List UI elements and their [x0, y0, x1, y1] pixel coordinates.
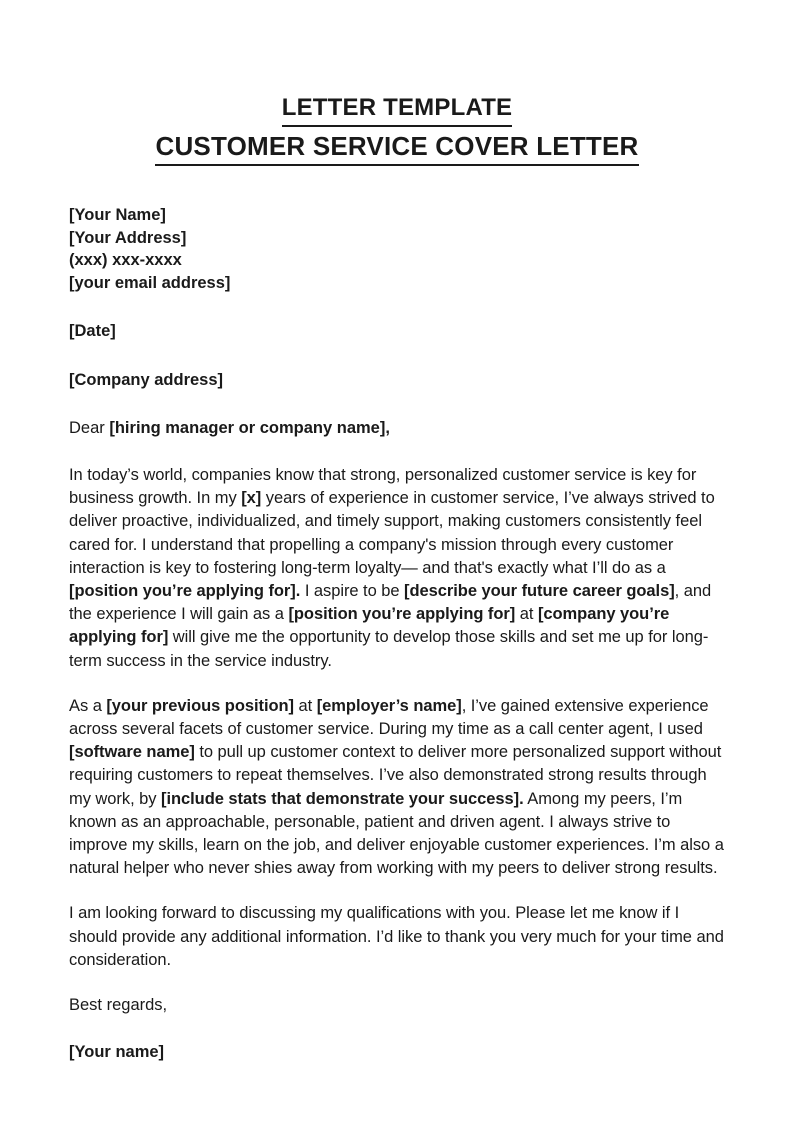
body-paragraph-2 — [69, 695, 725, 881]
salutation-placeholder: [hiring manager or company name], — [109, 419, 390, 437]
sender-contact-block — [69, 204, 725, 294]
p2-placeholder-employer-name: [employer’s name] — [316, 696, 462, 715]
body-paragraph-1 — [69, 464, 725, 673]
p2-placeholder-previous-position: [your previous position] — [106, 696, 294, 715]
body-paragraph-3 — [69, 902, 725, 972]
sender-name: [Your Name] — [69, 206, 166, 224]
salutation-lead: Dear — [69, 419, 110, 437]
letter-body — [69, 92, 725, 1064]
document-title-block — [69, 92, 725, 166]
p1-placeholder-company: [company you’re applying for] — [69, 605, 670, 647]
p1-placeholder-years: [x] — [241, 489, 262, 508]
p1-segment-1: In today’s world, companies know that strong, personalized customer service is key for business growth. In my — [69, 466, 697, 508]
p2-segment-5: Among my peers, I’m known as an approachable, personable, patient and driven agent. I always strive to improve my skills, learn on the job, and deliver enjoyable customer experiences. I’m also a natural helper who never shies away from working with my peers to deliver strong results. — [69, 789, 724, 878]
p1-segment-6: will give me the opportunity to develop those skills and set me up for long-term success in the service industry. — [69, 628, 709, 670]
p2-placeholder-software-name: [software name] — [69, 743, 195, 762]
salutation-line — [69, 417, 725, 440]
document-title-primary — [69, 92, 725, 127]
signature-placeholder: [Your name] — [69, 1043, 165, 1062]
p1-segment-4: , and the experience I will gain as a — [69, 582, 712, 624]
sender-address: [Your Address] — [69, 228, 187, 247]
p1-segment-3: I aspire to be — [300, 582, 405, 601]
document-title-primary-text: LETTER TEMPLATE — [282, 92, 513, 127]
p2-segment-4: to pull up customer context to deliver more personalized support without requiring customers to repeat themselves. I’ve also demonstrated strong results through my work, by — [69, 743, 722, 808]
closing-salutation: Best regards, — [69, 996, 168, 1015]
p2-placeholder-stats: [include stats that demonstrate your success]. — [161, 789, 524, 808]
document-title-secondary-text: CUSTOMER SERVICE COVER LETTER — [155, 129, 638, 166]
p2-segment-3: , I’ve gained extensive experience across several facets of customer service. During my time as a call center agent, I used — [69, 696, 709, 739]
sender-email: [your email address] — [69, 273, 231, 292]
letter-date: [Date] — [69, 322, 116, 340]
p1-segment-5: at — [515, 605, 538, 624]
p3-segment-1: I am looking forward to discussing my qualifications with you. Please let me know if I should provide any additional information. I’d like to thank you very much for your time and consideration. — [69, 904, 724, 969]
p1-placeholder-position-2: [position you’re applying for] — [288, 605, 516, 624]
document-title-secondary — [69, 129, 725, 166]
recipient-company-address: [Company address] — [69, 370, 224, 389]
p1-placeholder-position-1: [position you’re applying for]. — [69, 582, 301, 601]
p1-segment-2: years of experience in customer service, I’ve always strived to deliver proactive, individualized, and timely support, making customers consistently feel cared for. I understand that propelling a company's mission through every customer interaction is key to fostering long-term loyalty— and that's exactly what I’ll do as a — [69, 489, 715, 577]
sender-phone: (xxx) xxx-xxxx — [69, 251, 182, 269]
p1-placeholder-career-goals: [describe your future career goals] — [404, 582, 675, 601]
p2-segment-2: at — [294, 696, 317, 715]
p2-segment-1: As a — [69, 696, 107, 715]
